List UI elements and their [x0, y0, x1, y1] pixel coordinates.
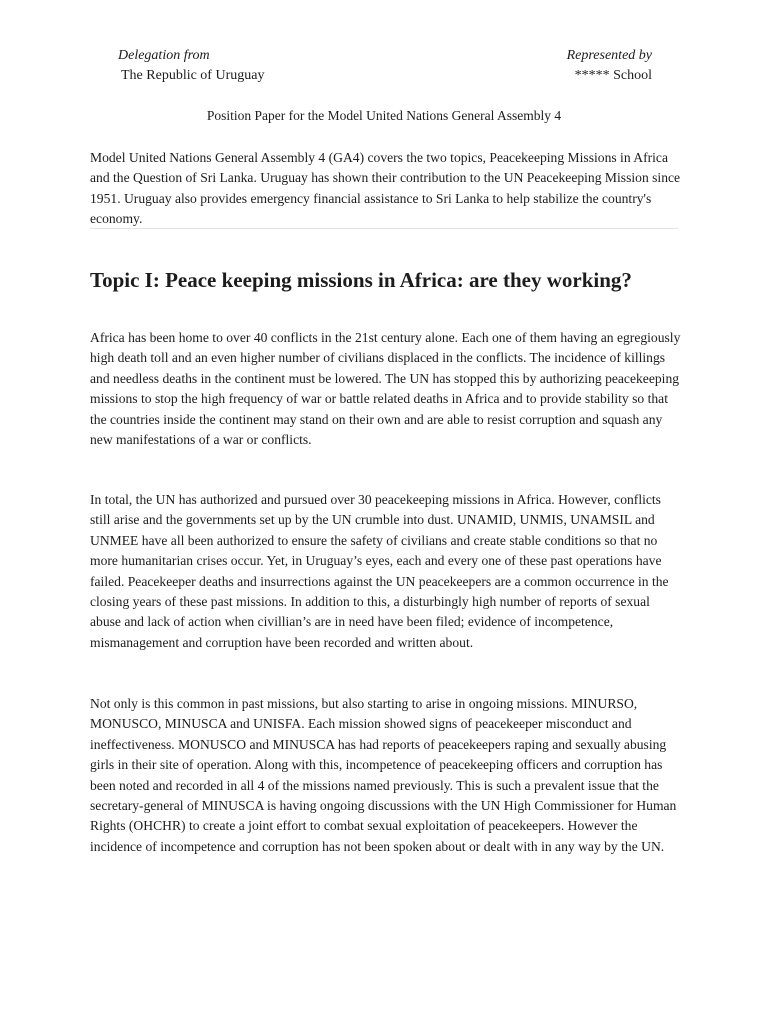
delegation-block [118, 46, 264, 86]
topic-heading: Topic I: Peace keeping missions in Africa: are they working? [90, 268, 632, 292]
body-paragraph-2: In total, the UN has authorized and pursued over 30 peacekeeping missions in Africa. However, conflicts still arise and the governments set up by the UN crumble into dust. UNAMID, UNMIS, UNAMSIL and UNMEE have all been authorized to ensure the safety of civilians and create stable conditions so that no more humanitarian crises occur. Yet, in Uruguay’s eyes, each and every one of these past operations have failed. Peacekeeper deaths and insurrections against the UN peacekeepers are a common occurrence in the closing years of these past missions. In addition to this, a disturbingly high number of reports of sexual abuse and lack of action when civillian’s are in need have been filed; evidence of incompetence, mismanagement and corruption have been recorded and written about. [90, 492, 669, 650]
represented-school: ***** School [574, 68, 652, 83]
represented-block [567, 46, 652, 86]
body-paragraph-1: Africa has been home to over 40 conflicts in the 21st century alone. Each one of them having an egregiously high death toll and an even higher number of civilians displaced in the conflicts. The incidence of killings and needless deaths in the continent must be lowered. The UN has stopped this by authorizing peacekeeping missions to stop the high frequency of war or battle related deaths in Africa and to provide stability so that the countries inside the continent may stand on their own and are able to resist corruption and squash any new manifestations of a war or conflicts. [90, 330, 681, 448]
section-divider [90, 228, 678, 229]
represented-label: Represented by [566, 48, 652, 63]
delegation-label: Delegation from [118, 48, 210, 63]
body-paragraph-3: Not only is this common in past missions, but also starting to arise in ongoing missions. MINURSO, MONUSCO, MINUSCA and UNISFA. Each mission showed signs of peacekeeper misconduct and ineffectiveness. MONUSCO and MINUSCA has had reports of peacekeepers raping and sexually abusing girls in their site of operation. Along with this, incompetence of peacekeeping officers and corruption has been noted and recorded in all 4 of the missions named previously. This is such a prevalent issue that the secretary-general of MINUSCA is having ongoing discussions with the UN High Commissioner for Human Rights (OHCHR) to create a joint effort to combat sexual exploitation of peacekeepers. However the incidence of incompetence and corruption has not been spoken about or dealt with in any way by the UN. [90, 696, 677, 854]
intro-paragraph: Model United Nations General Assembly 4 (GA4) covers the two topics, Peacekeeping Missions in Africa and the Question of Sri Lanka. Uruguay has shown their contribution to the UN Peacekeeping Mission since 1951. Uruguay also provides emergency financial assistance to Sri Lanka to help stabilize the country's economy. [90, 150, 681, 227]
paper-title: Position Paper for the Model United Nations General Assembly 4 [206, 108, 562, 123]
delegation-country: The Republic of Uruguay [121, 68, 265, 83]
